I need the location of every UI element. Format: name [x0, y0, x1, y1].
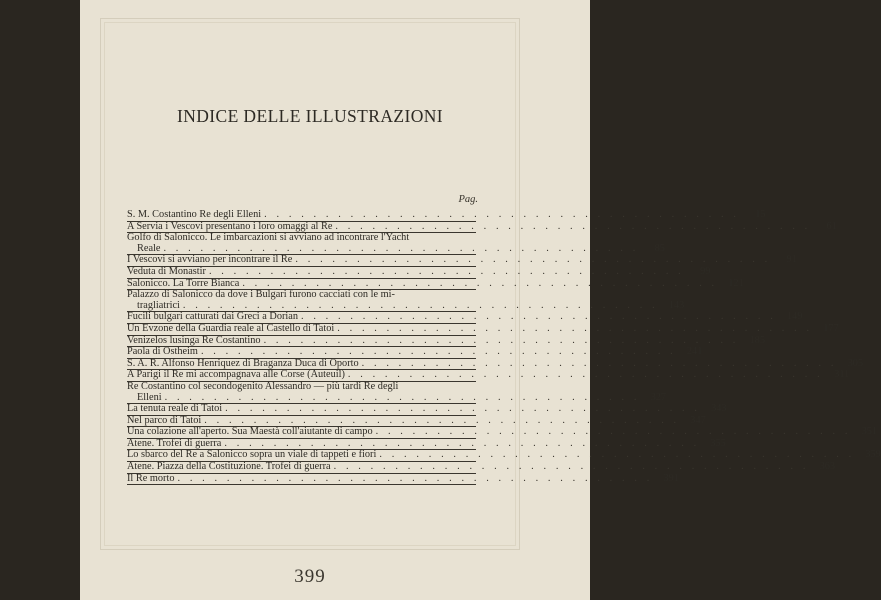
leader-dots: . . . . . . . . . . . . . . . . . . . . . . . . . . . . . . . . . . . . . . .: [204, 414, 680, 426]
toc-entry-title: A Servia i Vescovi presentano i loro omaggi al Re: [127, 220, 333, 232]
toc-entry-page: 99: [700, 265, 711, 277]
page-title: INDICE DELLE ILLUSTRAZIONI: [176, 106, 444, 126]
toc-entry: [127, 232, 665, 255]
leader-dots: . . . . . . . . . . . . . . . . . . . . . . . . . . . . . . . . . . . . . . .: [337, 322, 813, 334]
toc-entry-page: 359: [865, 449, 881, 461]
toc-entry-continuation: tragliatrici: [137, 299, 180, 311]
toc-entry: [127, 472, 679, 486]
toc-entry-title: Lo sbarco del Re a Salonicco sopra un viale di tappeti e fiori: [127, 449, 377, 461]
toc-entry-title: Re Costantino col secondogenito Alessandro — più tardi Re degli: [127, 380, 399, 392]
toc-entry-page: 85: [654, 242, 665, 254]
toc-entry: [127, 289, 685, 312]
toc-entry-title: Atene. Trofei di guerra: [127, 437, 222, 449]
toc-entry-page: 343: [711, 403, 727, 415]
toc-entry-title: La tenuta reale di Tatoi: [127, 403, 223, 415]
toc-entry: [127, 403, 727, 416]
toc-entry-page: 363: [819, 461, 836, 473]
toc-entry: [127, 346, 703, 359]
leader-dots: . . . . . . . . . . . . . . . . . . . . . . . . . . . . . . . . . . . . . . .: [182, 299, 659, 311]
toc-entry-title: Nel parco di Tatoi: [127, 414, 202, 426]
leader-dots: . . . . . . . . . . . . . . . . . . . . . . . . . . . . . . . . . . . . . . .: [164, 391, 641, 403]
toc-entry: [127, 265, 711, 279]
toc-entry-title: Un Evzone della Guardia reale al Castello di Tatoi: [127, 322, 335, 334]
leader-dots: . . . . . . . . . . . . . . . . . . . . . . . . . . . . . . . . . . . . . . .: [347, 369, 824, 381]
toc-entry-page: 305: [847, 357, 864, 369]
toc-entry-title: I Vescovi si avviano per incontrare il Re: [127, 254, 293, 266]
leader-dots: . . . . . . . . . . . . . . . . . . . . . . . . . . . . . . . . . . . . . . .: [224, 437, 700, 449]
leader-dots: . . . . . . . . . . . . . . . . . . . . . . . . . . . . . . . . . . . . . . .: [200, 346, 677, 358]
leader-dots: . . . . . . . . . . . . . . . . . . . . . . . . . . . . . . . . . . . . . . .: [263, 334, 739, 346]
toc-entry: [127, 380, 667, 404]
toc-entry-title: Veduta di Monastir: [127, 265, 206, 277]
toc-entry-page: 15: [755, 209, 766, 220]
toc-entry-continuation: Reale: [137, 242, 161, 254]
leader-dots: . . . . . . . . . . . . . . . . . . . . . . . . . . . . . . . . . . . . . . .: [333, 461, 810, 473]
leader-dots: . . . . . . . . . . . . . . . . . . . . . . . . . . . . . . . . . . . . . . .: [295, 254, 771, 266]
toc-entry-page: 185: [749, 334, 765, 346]
toc-entry-page: 177: [823, 322, 839, 334]
leader-dots: . . . . . . . . . . . . . . . . . . . . . . . . . . . . . . . . . . . . . . .: [300, 311, 777, 323]
leader-dots: . . . . . . . . . . . . . . . . . . . . . . . . . . . . . . . . . . . . . . .: [335, 220, 811, 232]
toc-entry-page: 355: [710, 437, 726, 449]
page-number: 399: [294, 566, 326, 587]
toc-entry-title: Paola di Ostheim: [127, 346, 198, 358]
toc-entry-title: Fucili bulgari catturati dai Greci a Dorian: [127, 311, 298, 323]
toc-entry-page: 121: [728, 277, 744, 289]
leader-dots: . . . . . . . . . . . . . . . . . . . . . . . . . . . . . . . . . . . . . . .: [375, 426, 852, 438]
leader-dots: . . . . . . . . . . . . . . . . . . . . . . . . . . . . . . . . . . . . . . .: [208, 265, 685, 277]
toc-entry-page: 61: [826, 220, 837, 232]
toc-entry-page: 91: [786, 254, 797, 266]
toc-entry-page: 327: [650, 391, 667, 403]
toc-entry-page: 241: [686, 346, 703, 358]
toc-entry-title: Venizelos lusinga Re Costantino: [127, 334, 261, 346]
toc-entry-title: A Parigi il Re mi accompagnava alle Corse (Auteuil): [127, 369, 345, 381]
pag-column-label: Pag.: [458, 194, 478, 205]
leader-dots: . . . . . . . . . . . . . . . . . . . . . . . . . . . . . . . . . . . . . . .: [225, 403, 701, 415]
leader-dots: . . . . . . . . . . . . . . . . . . . . . . . . . . . . . . . . . . . . . . .: [242, 277, 718, 289]
toc-entry: [127, 209, 766, 222]
toc-entry: [127, 322, 839, 336]
leader-dots: . . . . . . . . . . . . . . . . . . . . . . . . . . . . . . . . . . . . . . .: [177, 472, 653, 484]
toc-entry-title: Palazzo di Salonicco da dove i Bulgari furono cacciati con le mi-: [127, 289, 395, 301]
leader-dots: . . . . . . . . . . . . . . . . . . . . . . . . . . . . . . . . . . . . . . .: [163, 242, 639, 254]
toc-entry-title: Golfo di Salonicco. Le imbarcazioni si avviano ad incontrare l'Yacht: [127, 232, 410, 244]
toc-entry-title: Salonicco. La Torre Bianca: [127, 277, 240, 289]
toc-entry-title: S. M. Costantino Re degli Elleni: [127, 209, 262, 220]
toc-entry-page: 311: [834, 369, 850, 381]
toc-entry-title: Il Re morto: [127, 472, 175, 484]
leader-dots: . . . . . . . . . . . . . . . . . . . . . . . . . . . . . . . . . . . . . . .: [361, 357, 838, 369]
toc-entry-page: 143: [668, 299, 685, 311]
toc-entry-page: 347: [690, 414, 706, 426]
toc-entry-title: Atene. Piazza della Costituzione. Trofei di guerra: [127, 461, 331, 473]
toc-entry-title: Una colazione all'aperto. Sua Maestà coll'aiutante di campo: [127, 426, 373, 438]
toc-entry: [127, 461, 836, 474]
toc-entry-continuation: Elleni: [137, 391, 162, 403]
toc-entry-page: 351: [861, 426, 878, 438]
toc-entry-page: 391: [663, 472, 679, 484]
table-of-contents: [127, 209, 881, 485]
toc-entry-page: 149: [786, 311, 803, 323]
leader-dots: . . . . . . . . . . . . . . . . . . . . . . . . . . . . . . . . . . . . . . .: [264, 209, 740, 220]
leader-dots: . . . . . . . . . . . . . . . . . . . . . . . . . . . . . . . . . . . . . . .: [379, 449, 855, 461]
toc-entry-title: S. A. R. Alfonso Henriquez di Braganza Duca di Oporto: [127, 357, 359, 369]
